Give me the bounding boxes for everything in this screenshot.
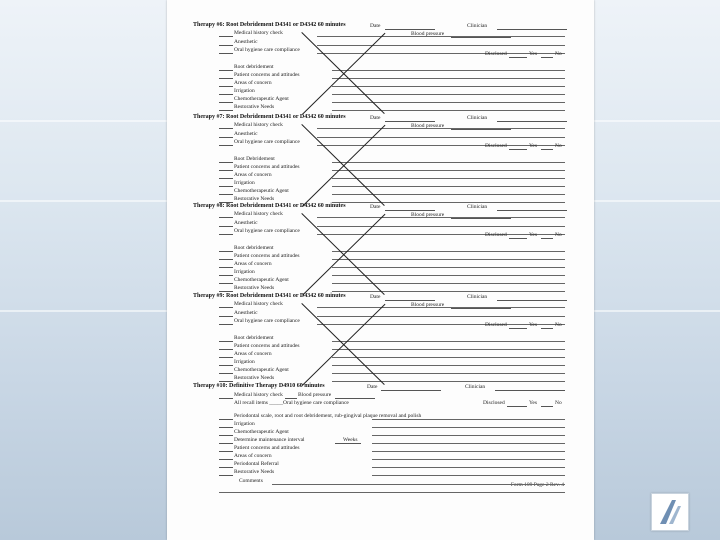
writing-line [372, 467, 565, 468]
yes-label: Yes [529, 50, 538, 57]
no-label: No [555, 321, 562, 328]
writing-line [332, 365, 565, 366]
check-blank [219, 137, 233, 138]
check-blank [219, 419, 233, 420]
checklist-item: Patient concerns and attitudes [234, 342, 300, 349]
clinician-blank [497, 300, 567, 301]
disclosed-label: Disclosed [485, 142, 507, 149]
checklist-item: Areas of concern [234, 79, 272, 86]
blood-pressure-label: Blood pressure [411, 31, 445, 37]
writing-line [332, 178, 565, 179]
clinician-label: Clinician [467, 23, 488, 29]
writing-line [332, 94, 565, 95]
disclosed-blank [509, 238, 527, 239]
check-blank [219, 186, 233, 187]
check-blank [219, 467, 233, 468]
yes-label: Yes [529, 400, 538, 406]
clinician-blank [497, 210, 567, 211]
writing-line [317, 53, 565, 54]
checklist-item: Medical history check [234, 392, 283, 398]
checklist-item: Oral hygiene care compliance [234, 318, 300, 324]
therapy-header: Therapy #10: Definitive Therapy D4910 60 minutes [193, 383, 325, 389]
blood-pressure-label: Blood pressure [298, 392, 332, 398]
check-blank [219, 475, 233, 476]
check-blank [219, 259, 233, 260]
form-footer: Form 109 Page 2 Rev. 4 [510, 482, 564, 488]
writing-line [272, 484, 565, 485]
yes-label: Yes [529, 231, 538, 238]
comments-label: Comments [239, 478, 263, 484]
disclosed-label: Disclosed [485, 321, 507, 328]
checklist-item: Medical history check [234, 122, 283, 128]
check-blank [219, 45, 233, 46]
writing-line [332, 381, 565, 382]
checklist-item: Areas of concern [234, 453, 272, 459]
yes-label: Yes [529, 321, 538, 328]
checklist-item: Anesthetic [234, 309, 258, 316]
check-blank [219, 170, 233, 171]
date-label: Date [370, 204, 381, 210]
clinician-blank [495, 390, 565, 391]
blood-pressure-blank [335, 398, 375, 399]
date-blank [385, 121, 435, 122]
checklist-item: All recall items _____Oral hygiene care compliance [234, 400, 349, 406]
weeks-label: Weeks [343, 437, 358, 443]
date-blank [385, 300, 435, 301]
writing-line [332, 186, 565, 187]
writing-line [332, 194, 565, 195]
check-blank [219, 162, 233, 163]
date-label: Date [370, 115, 381, 121]
writing-line [317, 316, 565, 317]
writing-line [372, 443, 565, 444]
checklist-item: Areas of concern [234, 260, 272, 267]
check-blank [219, 102, 233, 103]
checklist-item: Oral hygiene care compliance [234, 139, 300, 145]
checklist-item: Restorative Needs [234, 374, 275, 381]
check-blank [219, 291, 233, 292]
yes-blank [541, 149, 553, 150]
writing-line [332, 341, 565, 342]
blood-pressure-label: Blood pressure [411, 212, 445, 218]
checklist-item: Oral hygiene care compliance [234, 47, 300, 53]
yes-blank [541, 57, 553, 58]
check-blank [219, 451, 233, 452]
checklist-item: Root debridement [234, 63, 274, 70]
checklist-item: Patient concerns and attitudes [234, 71, 300, 78]
checklist-item: Irrigation [234, 87, 255, 94]
check-blank [219, 234, 233, 235]
writing-line [332, 283, 565, 284]
check-blank [219, 283, 233, 284]
checklist-item: Root debridement [234, 244, 274, 251]
writing-line [317, 145, 565, 146]
writing-line [317, 226, 565, 227]
therapy-header: Therapy #6: Root Debridement D4341 or D4342 60 minutes [193, 22, 346, 28]
clinician-blank [497, 29, 567, 30]
writing-line [372, 427, 565, 428]
writing-line [332, 170, 565, 171]
checklist-item: Irrigation [234, 358, 255, 365]
check-blank [219, 217, 233, 218]
writing-line [332, 291, 565, 292]
therapy-header: Therapy #8: Root Debridement D4341 or D4342 60 minutes [193, 203, 346, 209]
writing-line [372, 475, 565, 476]
writing-line [332, 202, 565, 203]
therapy-header: Therapy #9: Root Debridement D4341 or D4342 60 minutes [193, 293, 346, 299]
writing-line [317, 307, 565, 308]
check-blank [219, 94, 233, 95]
writing-line [332, 259, 565, 260]
check-blank [219, 226, 233, 227]
check-blank [219, 427, 233, 428]
checklist-item: Restorative Needs [234, 103, 275, 110]
check-blank [219, 357, 233, 358]
checklist-item: Root debridement [234, 334, 274, 341]
yes-blank [541, 238, 553, 239]
check-blank [219, 267, 233, 268]
writing-line [372, 459, 565, 460]
checklist-item: Root Debridement [234, 155, 275, 162]
check-blank [219, 443, 233, 444]
checklist-item: Patient concerns and attitudes [234, 163, 300, 170]
disclosed-blank [509, 57, 527, 58]
clinician-label: Clinician [465, 384, 486, 390]
checklist-item: Chemotherapeutic Agent [234, 95, 289, 102]
writing-line [332, 373, 565, 374]
interval-blank [335, 443, 361, 444]
check-blank [219, 316, 233, 317]
check-blank [219, 194, 233, 195]
disclosed-blank [509, 149, 527, 150]
no-label: No [555, 142, 562, 149]
writing-line [332, 78, 565, 79]
writing-line [317, 234, 565, 235]
checklist-item: Areas of concern [234, 350, 272, 357]
checklist-item: Anesthetic [234, 38, 258, 45]
checklist-item: Irrigation [234, 179, 255, 186]
writing-line [372, 451, 565, 452]
yes-blank [541, 328, 553, 329]
check-blank [219, 341, 233, 342]
checklist-item: Anesthetic [234, 130, 258, 137]
writing-line [219, 492, 565, 493]
writing-line [332, 86, 565, 87]
writing-line [317, 128, 565, 129]
check-blank [219, 307, 233, 308]
blood-pressure-blank [451, 308, 511, 309]
writing-line [332, 102, 565, 103]
check-blank [219, 275, 233, 276]
blood-pressure-label: Blood pressure [411, 123, 445, 129]
writing-line [332, 275, 565, 276]
scanned-form-page [167, 0, 594, 540]
checklist-item: Patient concerns and attitudes [234, 445, 300, 451]
checklist-item: Chemotherapeutic Agent [234, 187, 289, 194]
date-blank [381, 390, 441, 391]
check-blank [219, 373, 233, 374]
check-blank [219, 78, 233, 79]
logo-icon [652, 494, 688, 530]
writing-line [317, 324, 565, 325]
check-blank [219, 349, 233, 350]
checklist-item: Irrigation [234, 268, 255, 275]
yes-label: Yes [529, 142, 538, 149]
checklist-item: Anesthetic [234, 219, 258, 226]
writing-line [317, 137, 565, 138]
disclosed-label: Disclosed [485, 50, 507, 57]
check-blank [219, 365, 233, 366]
clinician-label: Clinician [467, 294, 488, 300]
check-blank [285, 398, 297, 399]
writing-line [332, 70, 565, 71]
clinician-blank [497, 121, 567, 122]
checklist-item: Restorative Needs [234, 284, 275, 291]
check-blank [219, 36, 233, 37]
checklist-item: Restorative Needs [234, 195, 275, 202]
check-blank [219, 145, 233, 146]
checklist-item: Areas of concern [234, 171, 272, 178]
writing-line [332, 251, 565, 252]
check-blank [219, 178, 233, 179]
writing-line [332, 110, 565, 111]
clinician-label: Clinician [467, 204, 488, 210]
check-blank [219, 110, 233, 111]
check-blank [219, 459, 233, 460]
therapy-header: Therapy #7: Root Debridement D4341 or D4342 60 minutes [193, 114, 346, 120]
disclosed-label: Disclosed [483, 400, 505, 406]
date-label: Date [367, 384, 378, 390]
writing-line [372, 435, 565, 436]
blood-pressure-label: Blood pressure [411, 302, 445, 308]
writing-line [317, 217, 565, 218]
no-label: No [555, 400, 562, 406]
checklist-item: Periodontal Referral [234, 461, 279, 467]
checklist-item: Irrigation [234, 421, 255, 427]
writing-line [332, 349, 565, 350]
writing-line [317, 36, 565, 37]
check-blank [219, 70, 233, 71]
blood-pressure-blank [451, 37, 511, 38]
writing-line [332, 357, 565, 358]
checklist-item: Oral hygiene care compliance [234, 228, 300, 234]
checklist-item: Restorative Needs [234, 469, 275, 475]
date-label: Date [370, 23, 381, 29]
blood-pressure-blank [451, 218, 511, 219]
writing-line [372, 419, 565, 420]
check-blank [219, 86, 233, 87]
checklist-item: Chemotherapeutic Agent [234, 366, 289, 373]
check-blank [219, 53, 233, 54]
date-blank [385, 29, 435, 30]
no-label: No [555, 231, 562, 238]
checklist-item: Patient concerns and attitudes [234, 252, 300, 259]
disclosed-blank [509, 328, 527, 329]
writing-line [317, 45, 565, 46]
disclosed-label: Disclosed [485, 231, 507, 238]
logo [651, 493, 689, 531]
writing-line [332, 267, 565, 268]
checklist-item: Chemotherapeutic Agent [234, 276, 289, 283]
check-blank [219, 381, 233, 382]
check-blank [219, 128, 233, 129]
blood-pressure-blank [451, 129, 511, 130]
writing-line [332, 162, 565, 163]
no-label: No [555, 50, 562, 57]
clinician-label: Clinician [467, 115, 488, 121]
checklist-item: Medical history check [234, 211, 283, 217]
checklist-item: Periodontal scale, root and root debridement, rub-gingival plaque removal and polish [234, 413, 422, 419]
checklist-item: Medical history check [234, 301, 283, 307]
checklist-item: Medical history check [234, 30, 283, 36]
yes-blank [541, 406, 553, 407]
checklist-item: Chemotherapeutic Agent [234, 429, 289, 435]
disclosed-blank [507, 406, 527, 407]
check-blank [219, 398, 233, 399]
check-blank [219, 251, 233, 252]
date-label: Date [370, 294, 381, 300]
check-blank [219, 435, 233, 436]
check-blank [219, 324, 233, 325]
date-blank [385, 210, 435, 211]
checklist-item: Determine maintenance interval [234, 437, 305, 443]
